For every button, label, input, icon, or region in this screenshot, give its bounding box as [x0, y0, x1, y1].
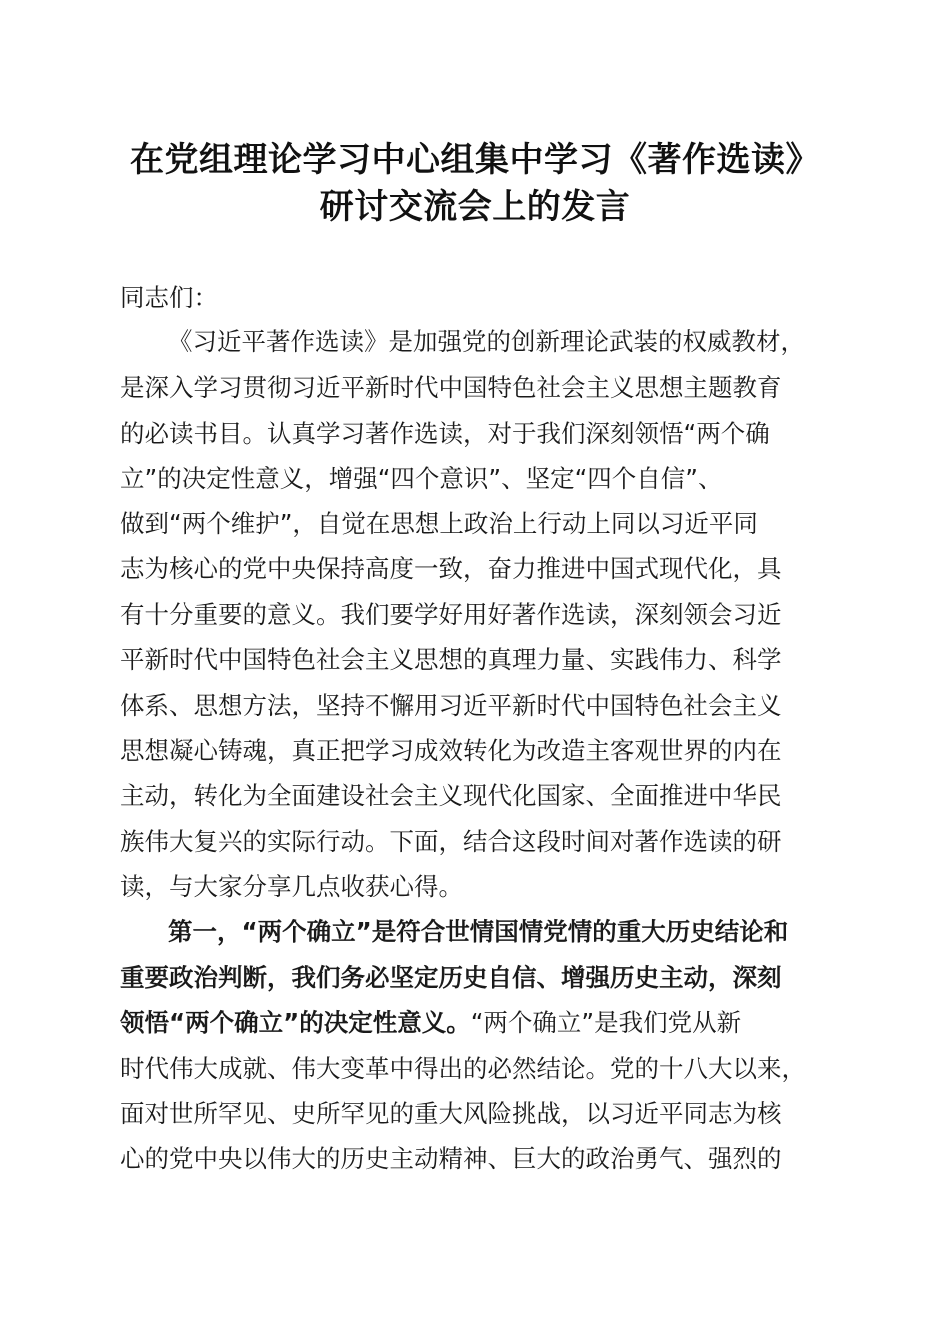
paragraph-2-bold-line: 重要政治判断，我们务必坚定历史自信、增强历史主动，深刻 [120, 963, 782, 992]
paragraph-1-line: 《习近平著作选读》是加强党的创新理论武装的权威教材， [168, 327, 805, 356]
salutation: 同志们： [120, 283, 218, 312]
paragraph-1-line: 有十分重要的意义。我们要学好用好著作选读，深刻领会习近 [120, 600, 782, 629]
paragraph-1-line: 体系、思想方法，坚持不懈用习近平新时代中国特色社会主义 [120, 691, 782, 720]
paragraph-1-line: 志为核心的党中央保持高度一致，奋力推进中国式现代化，具 [120, 554, 782, 583]
paragraph-1-line: 立”的决定性意义，增强“四个意识”、坚定“四个自信”、 [120, 464, 723, 493]
paragraph-1-line: 是深入学习贯彻习近平新时代中国特色社会主义思想主题教育 [120, 373, 782, 402]
document-title-line-2: 研讨交流会上的发言 [319, 187, 631, 227]
paragraph-1-line: 族伟大复兴的实际行动。下面，结合这段时间对著作选读的研 [120, 827, 782, 856]
paragraph-1-line: 读，与大家分享几点收获心得。 [120, 872, 463, 901]
paragraph-2-bold-line: 第一，“两个确立”是符合世情国情党情的重大历史结论和 [168, 917, 789, 946]
paragraph-1-line: 的必读书目。认真学习著作选读，对于我们深刻领悟“两个确 [120, 419, 770, 448]
paragraph-1-line: 主动，转化为全面建设社会主义现代化国家、全面推进中华民 [120, 781, 782, 810]
paragraph-1-line: 思想凝心铸魂，真正把学习成效转化为改造主客观世界的内在 [120, 736, 782, 765]
paragraph-2-mixed-line [120, 1001, 741, 1045]
paragraph-2-line: 面对世所罕见、史所罕见的重大风险挑战，以习近平同志为核 [120, 1099, 782, 1128]
paragraph-2-mixed-bold-part: 领悟“两个确立”的决定性意义。 [120, 1008, 471, 1037]
paragraph-2-mixed-normal-part: “两个确立”是我们党从新 [470, 1008, 742, 1037]
paragraph-1-line: 做到“两个维护”，自觉在思想上政治上行动上同以习近平同 [120, 509, 758, 538]
document-title-line-1: 在党组理论学习中心组集中学习《著作选读》 [130, 140, 820, 180]
paragraph-2-line: 心的党中央以伟大的历史主动精神、巨大的政治勇气、强烈的 [120, 1144, 782, 1173]
paragraph-2-line: 时代伟大成就、伟大变革中得出的必然结论。党的十八大以来， [120, 1054, 806, 1083]
paragraph-1-line: 平新时代中国特色社会主义思想的真理力量、实践伟力、科学 [120, 645, 782, 674]
